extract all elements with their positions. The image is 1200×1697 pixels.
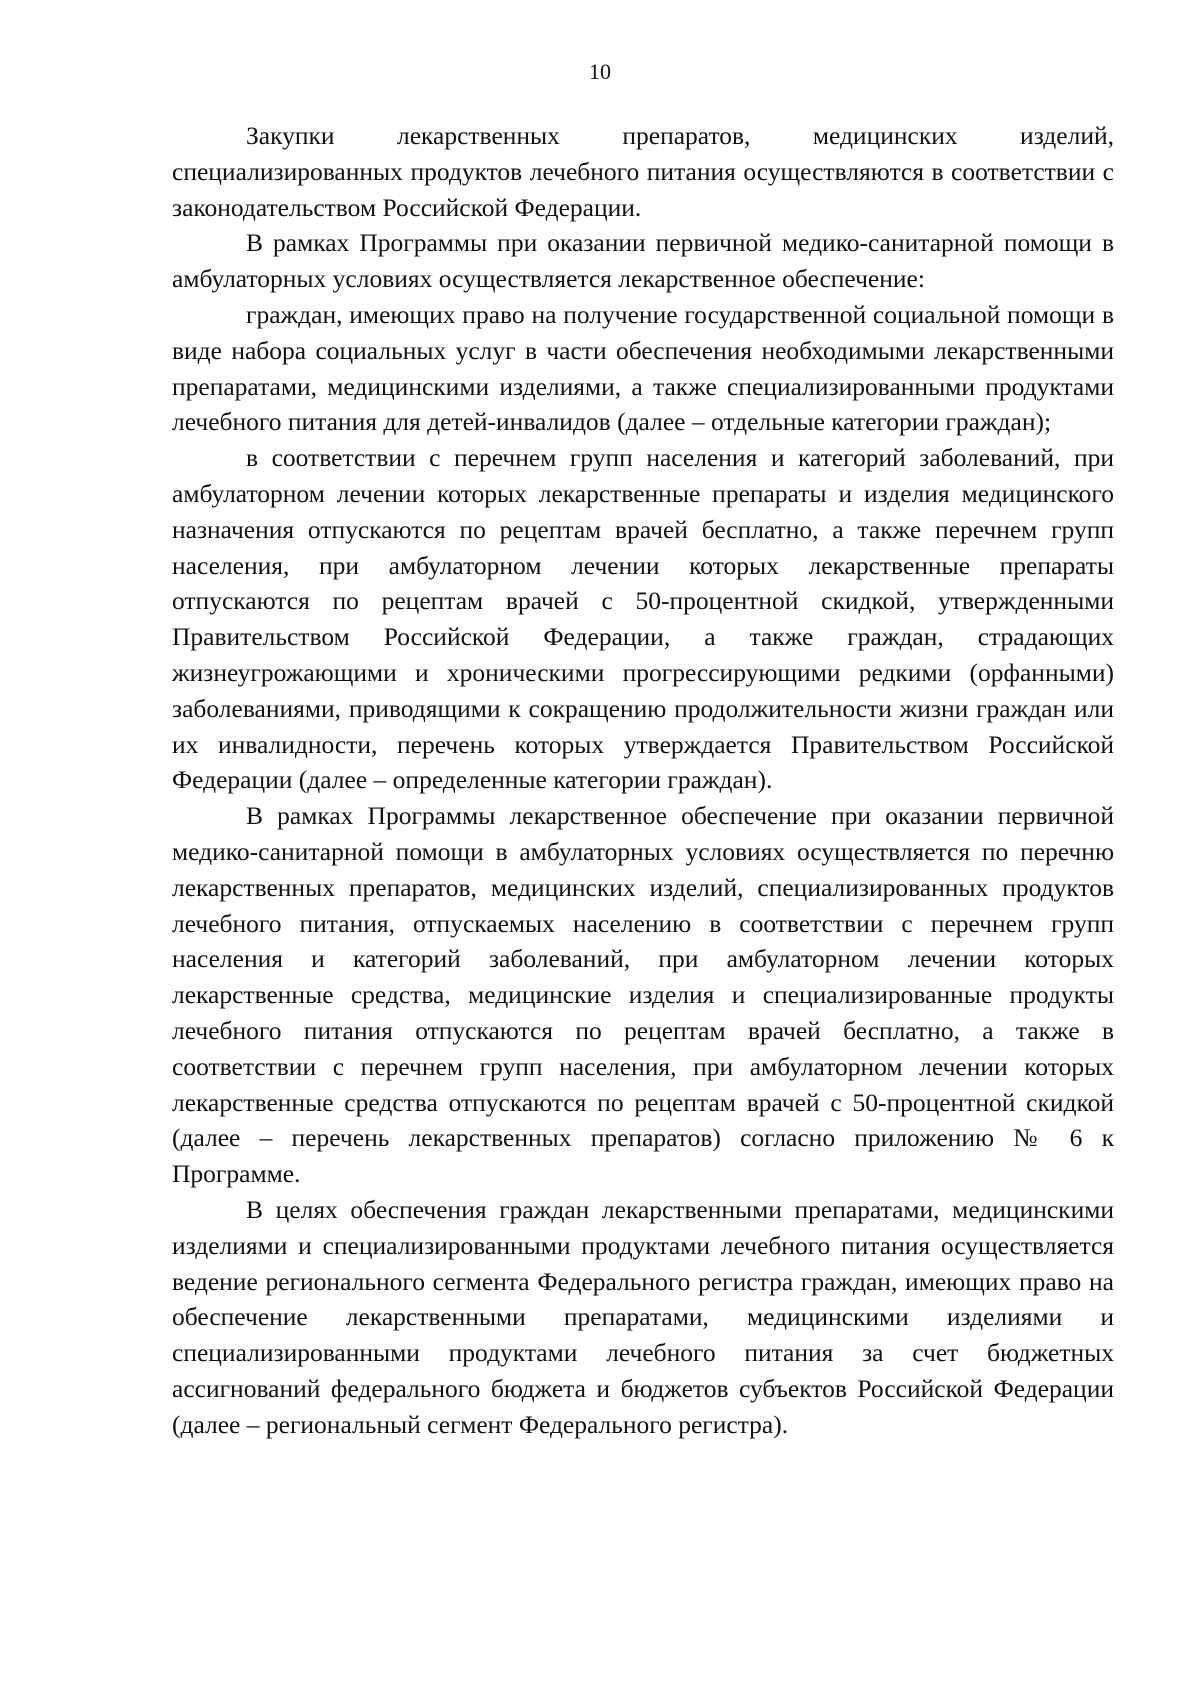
page-number: 10 bbox=[589, 59, 611, 84]
paragraph-social-assistance-citizens: граждан, имеющих право на получение государственной социальной помощи в виде набора социальных услуг в части обеспечения необходимыми лекарственными препаратами, медицинскими изделиями, а также специализированными продуктами лечебного питания для детей-инвалидов (далее – отдельные категории граждан); bbox=[172, 299, 1114, 437]
paragraph-population-groups-list: в соответствии с перечнем групп населения и категорий заболеваний, при амбулаторном лечении которых лекарственные препараты и изделия медицинского назначения отпускаются по рецептам врачей бесплатно, а также перечнем групп населения, при амбулаторном лечении которых лекарственные препараты отпускаются по рецептам врачей с 50-процентной скидкой, утвержденными Правительством Российской Федерации, а также граждан, страдающих жизнеугрожающими и хроническими прогрессирующими редкими (орфанными) заболеваниями, приводящими к сокращению продолжительности жизни граждан или их инвалидности, перечень которых утверждается Правительством Российской Федерации (далее – определенные категории граждан). bbox=[172, 443, 1114, 795]
body-text bbox=[172, 118, 1114, 1442]
paragraph-federal-register: В целях обеспечения граждан лекарственными препаратами, медицинскими изделиями и специализированными продуктами лечебного питания осуществляется ведение регионального сегмента Федерального регистра граждан, имеющих право на обеспечение лекарственными препаратами, медицинскими изделиями и специализированными продуктами лечебного питания за счет бюджетных ассигнований федерального бюджета и бюджетов субъектов Российской Федерации (далее – региональный сегмент Федерального регистра). bbox=[172, 1194, 1114, 1439]
paragraph-primary-care-provision: В рамках Программы при оказании первичной медико-санитарной помощи в амбулаторных условиях осуществляется лекарственное обеспечение: bbox=[172, 228, 1114, 294]
paragraph-drug-list: В рамках Программы лекарственное обеспечение при оказании первичной медико-санитарной помощи в амбулаторных условиях осуществляется по перечню лекарственных препаратов, медицинских изделий, специализированных продуктов лечебного питания, отпускаемых населению в соответствии с перечнем групп населения и категорий заболеваний, при амбулаторном лечении которых лекарственные средства, медицинские изделия и специализированные продукты лечебного питания отпускаются по рецептам врачей бесплатно, а также в соответствии с перечнем групп населения, при амбулаторном лечении которых лекарственные средства отпускаются по рецептам врачей с 50-процентной скидкой (далее – перечень лекарственных препаратов) согласно приложению № 6 к Программе. bbox=[172, 801, 1114, 1189]
paragraph-procurement: Закупки лекарственных препаратов, медицинских изделий, специализированных продуктов лечебного питания осуществляются в соответствии с законодательством Российской Федерации. bbox=[172, 121, 1114, 222]
